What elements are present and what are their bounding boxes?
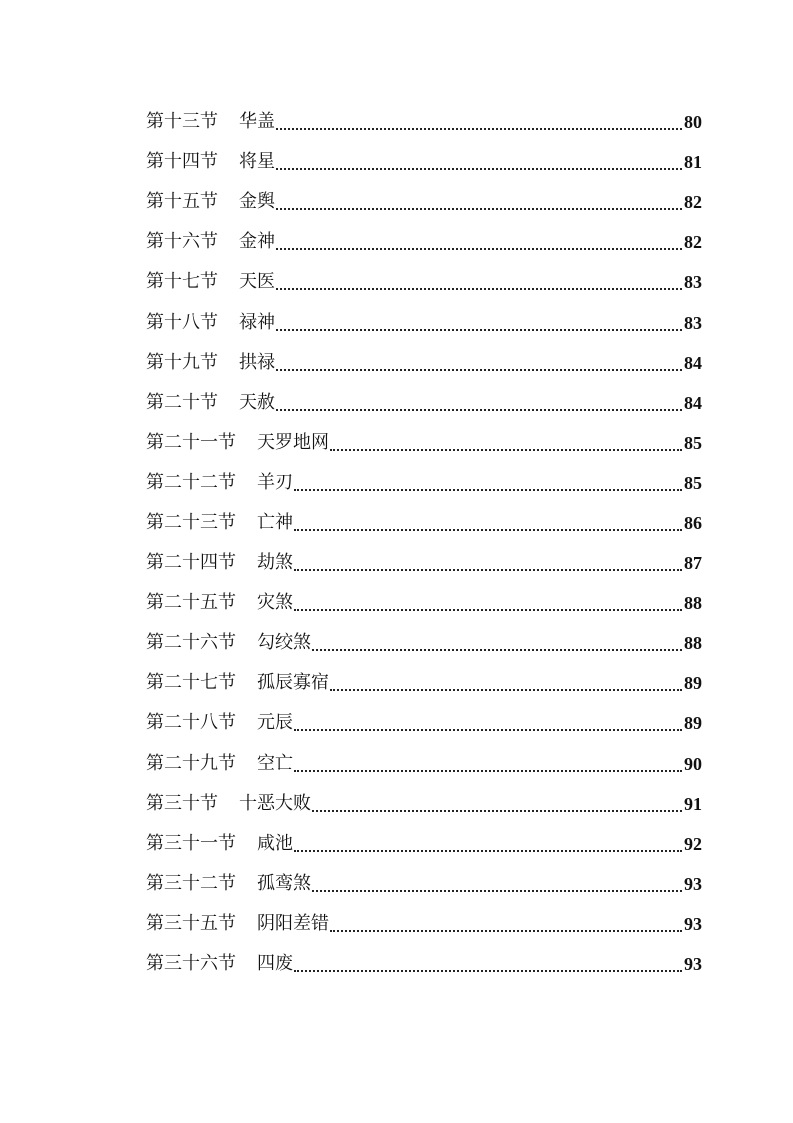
toc-section-title: 天赦 [239, 391, 275, 413]
toc-section-title: 空亡 [257, 752, 293, 774]
toc-section-number: 第三十一节 [146, 832, 236, 854]
toc-page-number: 93 [684, 873, 702, 894]
toc-section-title: 孤鸾煞 [257, 872, 311, 894]
toc-page-number: 80 [684, 112, 702, 133]
toc-section-title: 孤辰寡宿 [257, 672, 329, 694]
toc-dot-leader [276, 262, 682, 302]
toc-section-title: 劫煞 [257, 552, 293, 574]
toc-page-number: 85 [684, 472, 702, 493]
toc-page-number: 81 [684, 152, 702, 173]
toc-section-number: 第十七节 [146, 271, 218, 293]
toc-section-number: 第十三节 [146, 111, 218, 133]
toc-entry[interactable] [146, 182, 702, 222]
toc-entry[interactable] [146, 503, 702, 543]
toc-section-number: 第二十七节 [146, 672, 236, 694]
toc-section-number: 第二十一节 [146, 431, 236, 453]
toc-entry[interactable] [146, 824, 702, 864]
toc-section-title: 金神 [239, 231, 275, 253]
toc-dot-leader [276, 303, 682, 343]
toc-page-number: 82 [684, 192, 702, 213]
table-of-contents [146, 102, 702, 984]
toc-page-number: 85 [684, 432, 702, 453]
toc-page-number: 84 [684, 352, 702, 373]
toc-entry[interactable] [146, 663, 702, 703]
toc-section-number: 第十九节 [146, 351, 218, 373]
toc-entry[interactable] [146, 102, 702, 142]
toc-section-title: 灾煞 [257, 592, 293, 614]
toc-dot-leader [294, 824, 682, 864]
toc-section-number: 第二十二节 [146, 471, 236, 493]
toc-page-number: 83 [684, 272, 702, 293]
toc-entry[interactable] [146, 864, 702, 904]
toc-page-number: 92 [684, 833, 702, 854]
toc-section-title: 天医 [239, 271, 275, 293]
toc-section-number: 第三十节 [146, 792, 218, 814]
toc-page-number: 88 [684, 593, 702, 614]
toc-entry[interactable] [146, 543, 702, 583]
toc-section-number: 第二十六节 [146, 632, 236, 654]
toc-section-number: 第十四节 [146, 151, 218, 173]
toc-dot-leader [294, 463, 682, 503]
toc-page-number: 89 [684, 673, 702, 694]
toc-page-number: 86 [684, 512, 702, 533]
toc-section-title: 元辰 [257, 712, 293, 734]
toc-entry[interactable] [146, 262, 702, 302]
toc-dot-leader [294, 583, 682, 623]
toc-section-title: 天罗地网 [257, 431, 329, 453]
toc-section-number: 第二十三节 [146, 511, 236, 533]
toc-dot-leader [294, 503, 682, 543]
toc-section-number: 第三十五节 [146, 912, 236, 934]
toc-section-number: 第二十五节 [146, 592, 236, 614]
toc-entry[interactable] [146, 343, 702, 383]
toc-section-title: 四废 [257, 953, 293, 975]
toc-section-number: 第二十节 [146, 391, 218, 413]
toc-dot-leader [294, 543, 682, 583]
toc-entry[interactable] [146, 744, 702, 784]
toc-dot-leader [312, 623, 682, 663]
toc-dot-leader [294, 744, 682, 784]
toc-page-number: 87 [684, 553, 702, 574]
toc-page-number: 89 [684, 713, 702, 734]
toc-entry[interactable] [146, 784, 702, 824]
toc-entry[interactable] [146, 383, 702, 423]
toc-page-number: 82 [684, 232, 702, 253]
toc-entry[interactable] [146, 904, 702, 944]
toc-dot-leader [330, 663, 682, 703]
toc-section-title: 将星 [239, 151, 275, 173]
toc-dot-leader [312, 864, 682, 904]
toc-entry[interactable] [146, 302, 702, 342]
toc-entry[interactable] [146, 222, 702, 262]
toc-section-title: 拱禄 [239, 351, 275, 373]
toc-section-number: 第二十九节 [146, 752, 236, 774]
toc-section-number: 第三十二节 [146, 872, 236, 894]
toc-section-number: 第十六节 [146, 231, 218, 253]
toc-dot-leader [330, 904, 682, 944]
toc-entry[interactable] [146, 142, 702, 182]
toc-entry[interactable] [146, 944, 702, 984]
toc-page-number: 93 [684, 913, 702, 934]
toc-section-title: 羊刃 [257, 471, 293, 493]
toc-dot-leader [276, 142, 682, 182]
toc-section-title: 咸池 [257, 832, 293, 854]
toc-entry[interactable] [146, 463, 702, 503]
toc-page-number: 83 [684, 312, 702, 333]
toc-entry[interactable] [146, 703, 702, 743]
toc-entry[interactable] [146, 623, 702, 663]
toc-section-number: 第二十八节 [146, 712, 236, 734]
toc-dot-leader [276, 222, 682, 262]
toc-page-number: 91 [684, 793, 702, 814]
toc-section-title: 勾绞煞 [257, 632, 311, 654]
toc-section-number: 第三十六节 [146, 953, 236, 975]
toc-dot-leader [312, 784, 682, 824]
toc-section-title: 十恶大败 [239, 792, 311, 814]
toc-dot-leader [276, 182, 682, 222]
toc-entry[interactable] [146, 583, 702, 623]
toc-section-title: 华盖 [239, 111, 275, 133]
toc-page-number: 93 [684, 954, 702, 975]
toc-page-number: 84 [684, 392, 702, 413]
toc-entry[interactable] [146, 423, 702, 463]
toc-page-number: 88 [684, 633, 702, 654]
toc-section-number: 第十八节 [146, 311, 218, 333]
toc-section-title: 阴阳差错 [257, 912, 329, 934]
toc-section-title: 金舆 [239, 191, 275, 213]
toc-section-title: 亡神 [257, 511, 293, 533]
toc-dot-leader [294, 703, 682, 743]
toc-section-number: 第二十四节 [146, 552, 236, 574]
toc-section-number: 第十五节 [146, 191, 218, 213]
toc-page-number: 90 [684, 753, 702, 774]
toc-dot-leader [276, 102, 682, 142]
toc-dot-leader [276, 343, 682, 383]
toc-dot-leader [276, 383, 682, 423]
toc-dot-leader [294, 944, 682, 984]
toc-dot-leader [330, 423, 682, 463]
toc-section-title: 禄神 [239, 311, 275, 333]
